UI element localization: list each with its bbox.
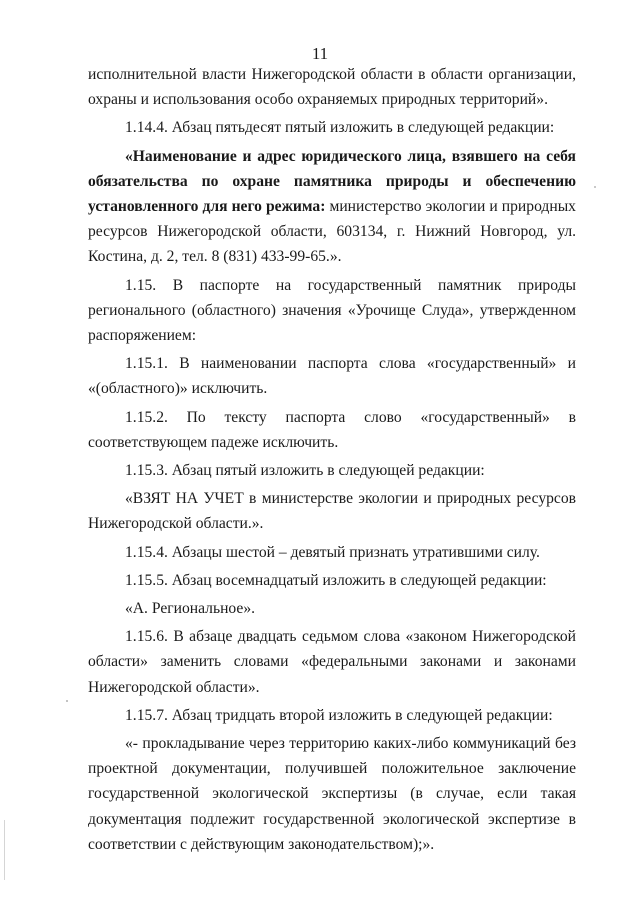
text-line: 1.15.7. Абзац тридцать второй изложить в следующей редакции: [125,706,553,724]
text-line: «(областного)» исключить. [88,380,268,398]
document-body [88,62,576,857]
text-line: 1.15. В паспорте на государственный памятник природы [125,276,576,294]
text-line: Костина, д. 2, тел. 8 (831) 433-99-65.». [88,248,342,266]
page-number: 11 [311,44,329,63]
text-line: 1.15.3. Абзац пятый изложить в следующей редакции: [125,462,485,480]
text-line: Нижегородской области». [88,678,260,696]
text-line: 1.15.4. Абзацы шестой – девятый признать утратившими силу. [125,543,540,561]
text-line: 1.14.4. Абзац пятьдесят пятый изложить в следующей редакции: [125,119,555,137]
text-line: ресурсов Нижегородской области, 603134, г. Нижний Новгород, ул. [88,223,576,241]
text-line: «Наименование и адрес юридического лица, взявшего на себя [125,147,576,165]
paragraph-1-15-4 [88,540,576,565]
text-line: «А. Региональное». [125,600,256,618]
text-line: распоряжением: [88,327,197,345]
paragraph-1-15-1 [88,351,576,401]
text-line: 1.15.5. Абзац восемнадцатый изложить в следующей редакции: [125,571,547,589]
paragraph-1-15-3 [88,458,576,483]
text-line: 1.15.6. В абзаце двадцать седьмом слова «законом Нижегородской [125,628,576,646]
text-line: 1.15.2. По тексту паспорта слово «государственный» в [125,408,576,426]
text-fragment: министерство экологии и природных [325,198,576,216]
scan-artifact [4,820,5,880]
text-line: 1.15.1. В наименовании паспорта слова «государственный» и [125,355,576,373]
text-line [88,194,576,219]
paragraph-1-14-4 [88,115,576,140]
paragraph-quoted-bold [88,144,576,270]
text-line: соответствии с действующим законодательством);». [88,835,435,853]
paragraph-quoted-long [88,731,576,857]
text-line: «- прокладывание через территорию каких-либо коммуникаций без [125,735,576,753]
paragraph-1-15-7 [88,703,576,728]
text-line: Нижегородской области.». [88,515,264,533]
text-line: документация подлежит государственной экологической экспертизе в [88,810,576,828]
text-line: обязательства по охране памятника природы и обеспечению [88,172,576,190]
paragraph-quoted [88,486,576,536]
text-line: соответствующем падеже исключить. [88,433,339,451]
text-line: регионального (областного) значения «Урочище Слуда», утвержденном [88,301,576,319]
text-line: охраны и использования особо охраняемых природных территорий». [88,91,548,109]
paragraph-continuation [88,62,576,112]
text-line: области» заменить словами «федеральными законами и законами [88,653,576,671]
paragraph-1-15-2 [88,405,576,455]
paragraph-1-15-5 [88,568,576,593]
paragraph-quoted-short [88,596,576,621]
scan-artifact [66,700,68,702]
text-line: «ВЗЯТ НА УЧЕТ в министерстве экологии и природных ресурсов [125,490,576,508]
text-line: государственной экологической экспертизы (в случае, если такая [88,785,576,803]
paragraph-1-15-6 [88,624,576,700]
text-line: проектной документации, получившей положительное заключение [88,760,576,778]
text-line: исполнительной власти Нижегородской области в области организации, [88,66,576,83]
scan-artifact [594,186,596,188]
paragraph-1-15 [88,273,576,349]
bold-fragment: установленного для него режима: [88,198,326,216]
